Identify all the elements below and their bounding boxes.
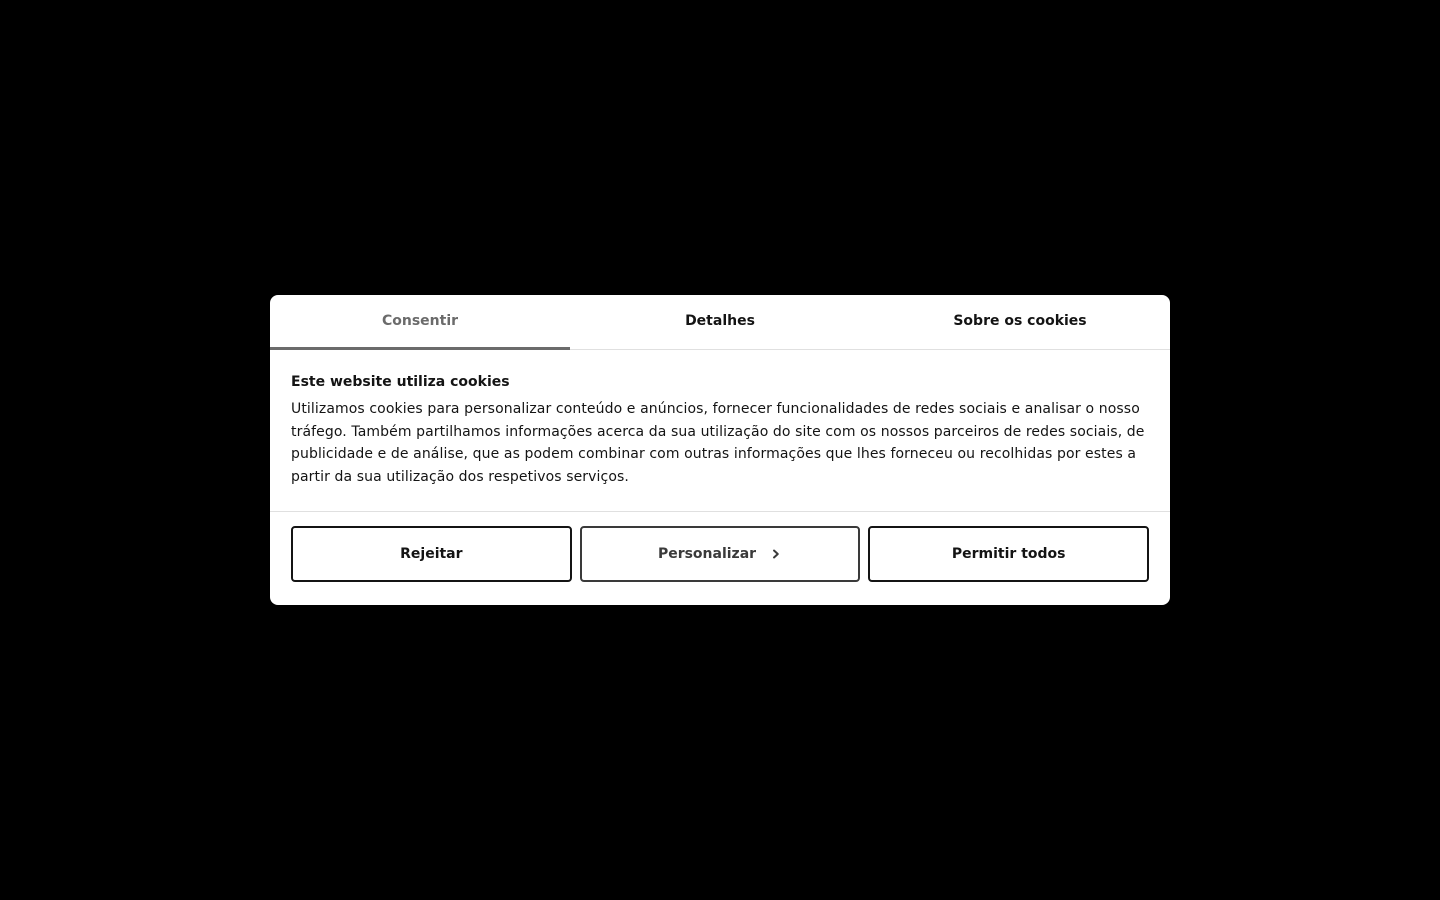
customize-button-label: Personalizar [657, 546, 757, 562]
reject-button[interactable] [291, 526, 572, 582]
dialog-title: Este website utiliza cookies [291, 374, 510, 390]
cookie-consent-dialog [270, 295, 1170, 605]
reject-button-label: Rejeitar [400, 546, 463, 562]
customize-button[interactable] [580, 526, 861, 582]
tab-sobre-os-cookies[interactable]: Sobre os cookies [953, 313, 1087, 329]
dialog-content [270, 350, 1170, 512]
dialog-body-text: Utilizamos cookies para personalizar conteúdo e anúncios, fornecer funcionalidades de redes sociais e analisar o nosso tráfego. Também partilhamos informações acerca da sua utilização do site com os nossos parceiros de redes sociais, de publicidade e de análise, que as podem combinar com outras informações que lhes forneceu ou recolhidas por estes a partir da sua utilização dos respetivos serviços. [291, 401, 1145, 485]
allow-all-button[interactable] [868, 526, 1149, 582]
dialog-buttons [270, 512, 1170, 582]
chevron-right-icon [770, 548, 782, 560]
tab-detalhes[interactable]: Detalhes [685, 313, 755, 329]
allow-all-button-label: Permitir todos [951, 546, 1066, 562]
tab-consentir[interactable]: Consentir [270, 295, 570, 349]
dialog-tabs [270, 295, 1170, 350]
